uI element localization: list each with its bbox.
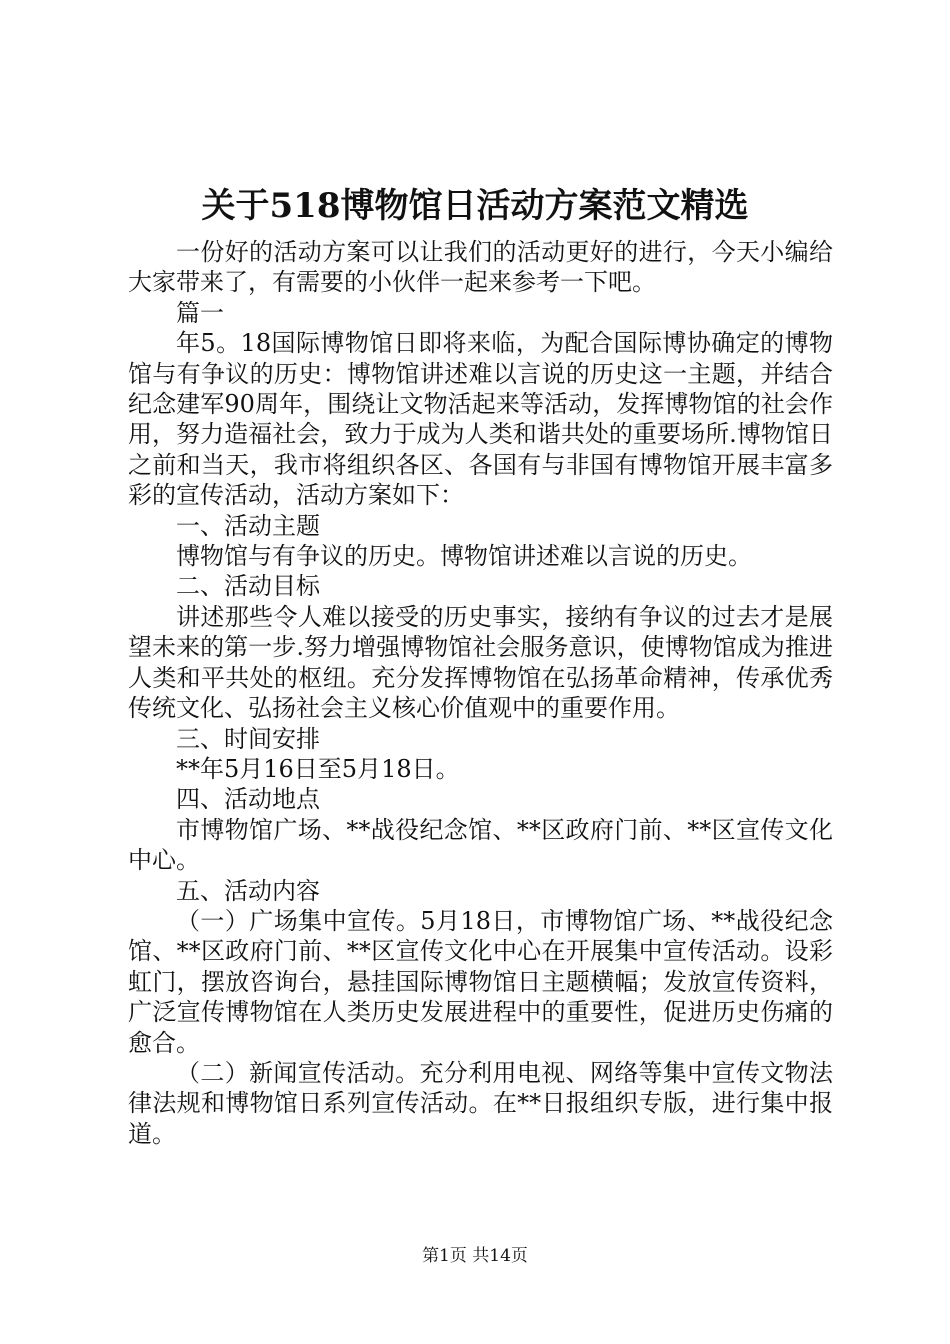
intro-paragraph: 一份好的活动方案可以让我们的活动更好的进行，今天小编给大家带来了，有需要的小伙伴一起来参考一下吧。 [128, 238, 833, 297]
document-title: 关于518博物馆日活动方案范文精选 [201, 186, 749, 226]
body-paragraph: 讲述那些令人难以接受的历史事实，接纳有争议的过去才是展望未来的第一步.努力增强博物馆社会服务意识，使博物馆成为推进人类和平共处的枢纽。充分发挥博物馆在弘扬革命精神，传承优秀传统文化、弘扬社会主义核心价值观中的重要作用。 [128, 602, 833, 723]
section-heading: 三、时间安排 [176, 724, 320, 753]
section-heading: 二、活动目标 [176, 572, 320, 601]
body-paragraph: （一）广场集中宣传。5月18日，市博物馆广场、**战役纪念馆、**区政府门前、**区宣传文化中心在开展集中宣传活动。设彩虹门，摆放咨询台，悬挂国际博物馆日主题横幅；发放宣传资料，广泛宣传博物馆在人类历史发展进程中的重要性，促进历史伤痛的愈合。 [128, 906, 833, 1057]
section-label: 篇一 [176, 298, 224, 327]
section-heading: 一、活动主题 [176, 511, 320, 540]
document-body [128, 237, 833, 1149]
body-paragraph: **年5月16日至5月18日。 [176, 754, 460, 783]
page-number: 第1页 共14页 [422, 1246, 528, 1266]
body-paragraph: 博物馆与有争议的历史。博物馆讲述难以言说的历史。 [176, 542, 752, 571]
body-paragraph: 年5。18国际博物馆日即将来临，为配合国际博协确定的博物馆与有争议的历史：博物馆讲述难以言说的历史这一主题，并结合纪念建军90周年，围绕让文物活起来等活动，发挥博物馆的社会作用，努力造福社会，致力于成为人类和谐共处的重要场所.博物馆日之前和当天，我市将组织各区、各国有与非国有博物馆开展丰富多彩的宣传活动，活动方案如下： [128, 329, 833, 510]
body-paragraph: （二）新闻宣传活动。充分利用电视、网络等集中宣传文物法律法规和博物馆日系列宣传活动。在**日报组织专版，进行集中报道。 [128, 1058, 833, 1148]
section-heading: 四、活动地点 [176, 785, 320, 814]
section-heading: 五、活动内容 [176, 876, 320, 905]
body-paragraph: 市博物馆广场、**战役纪念馆、**区政府门前、**区宣传文化中心。 [128, 815, 833, 875]
